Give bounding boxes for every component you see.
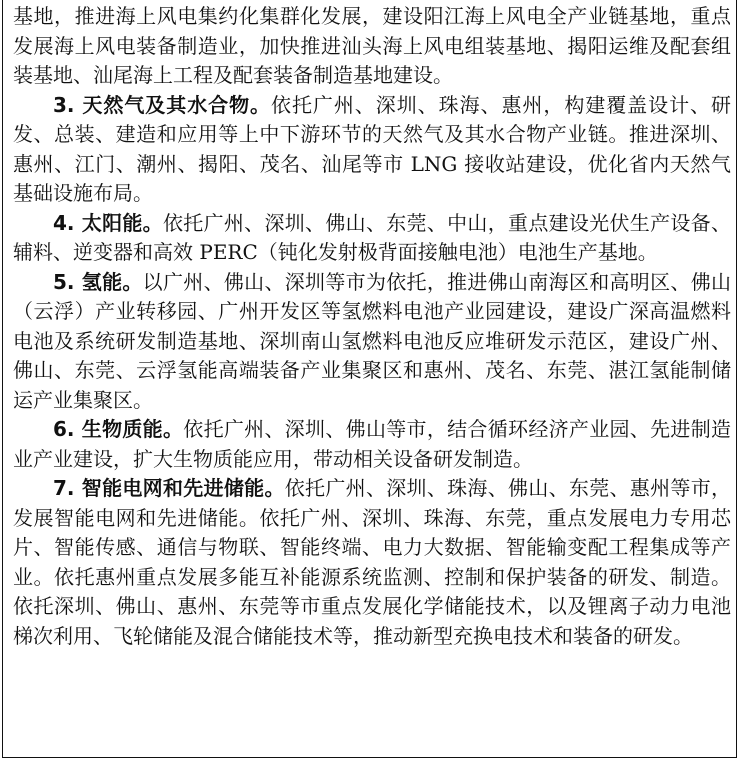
- paragraph-heading: 7. 智能电网和先进储能。: [53, 476, 285, 500]
- paragraph-smart-grid: [13, 474, 731, 651]
- paragraph-body: 依托广州、深圳、佛山、东莞、中山，重点建设光伏生产设备、辅料、逆变器和高效 PERC（钝化发射极背面接触电池）电池生产基地。: [13, 210, 731, 264]
- paragraph-body: 基地，推进海上风电集约化集群化发展，建设阳江海上风电全产业链基地，重点发展海上风电装备制造业，加快推进汕头海上风电组装基地、揭阳运维及配套组装基地、汕尾海上工程及配套装备制造基地建设。: [13, 4, 731, 87]
- paragraph-hydrogen: [13, 268, 731, 416]
- paragraph-heading: 5. 氢能。: [53, 269, 143, 294]
- paragraph-body: 以广州、佛山、深圳等市为依托，推进佛山南海区和高明区、佛山（云浮）产业转移园、广州开发区等氢燃料电池产业园建设，建设广深高温燃料电池及系统研发制造基地、深圳南山氢燃料电池反应堆研发示范区，建设广州、佛山、东莞、云浮氢能高端装备产业集聚区和惠州、茂名、东莞、湛江氢能制储运产业集聚区。: [13, 269, 731, 412]
- paragraph-natural-gas: [13, 91, 731, 209]
- paragraph-solar: [13, 209, 731, 268]
- text-frame: [2, 0, 737, 758]
- paragraph-heading: 4. 太阳能。: [53, 210, 163, 235]
- paragraph-body: 依托广州、深圳、珠海、惠州，构建覆盖设计、研发、总装、建造和应用等上中下游环节的天然气及其水合物产业链。推进深圳、惠州、江门、潮州、揭阳、茂名、汕尾等市 LNG 接收站建设，优化省内天然气基础设施布局。: [13, 92, 731, 205]
- document-body: [13, 2, 731, 651]
- paragraph-continuation: [13, 2, 731, 91]
- paragraph-body: 依托广州、深圳、佛山等市，结合循环经济产业园、先进制造业产业建设，扩大生物质能应用，带动相关设备研发制造。: [13, 417, 731, 471]
- paragraph-body: 依托广州、深圳、珠海、佛山、东莞、惠州等市，发展智能电网和先进储能。依托广州、深圳、珠海、东莞，重点发展电力专用芯片、智能传感、通信与物联、智能终端、电力大数据、智能输变配工程集成等产业。依托惠州重点发展多能互补能源系统监测、控制和保护装备的研发、制造。依托深圳、佛山、惠州、东莞等市重点发展化学储能技术，以及锂离子动力电池梯次利用、飞轮储能及混合储能技术等，推动新型充换电技术和装备的研发。: [13, 476, 731, 648]
- paragraph-biomass: [13, 415, 731, 474]
- paragraph-heading: 3. 天然气及其水合物。: [53, 92, 271, 117]
- paragraph-heading: 6. 生物质能。: [53, 417, 184, 441]
